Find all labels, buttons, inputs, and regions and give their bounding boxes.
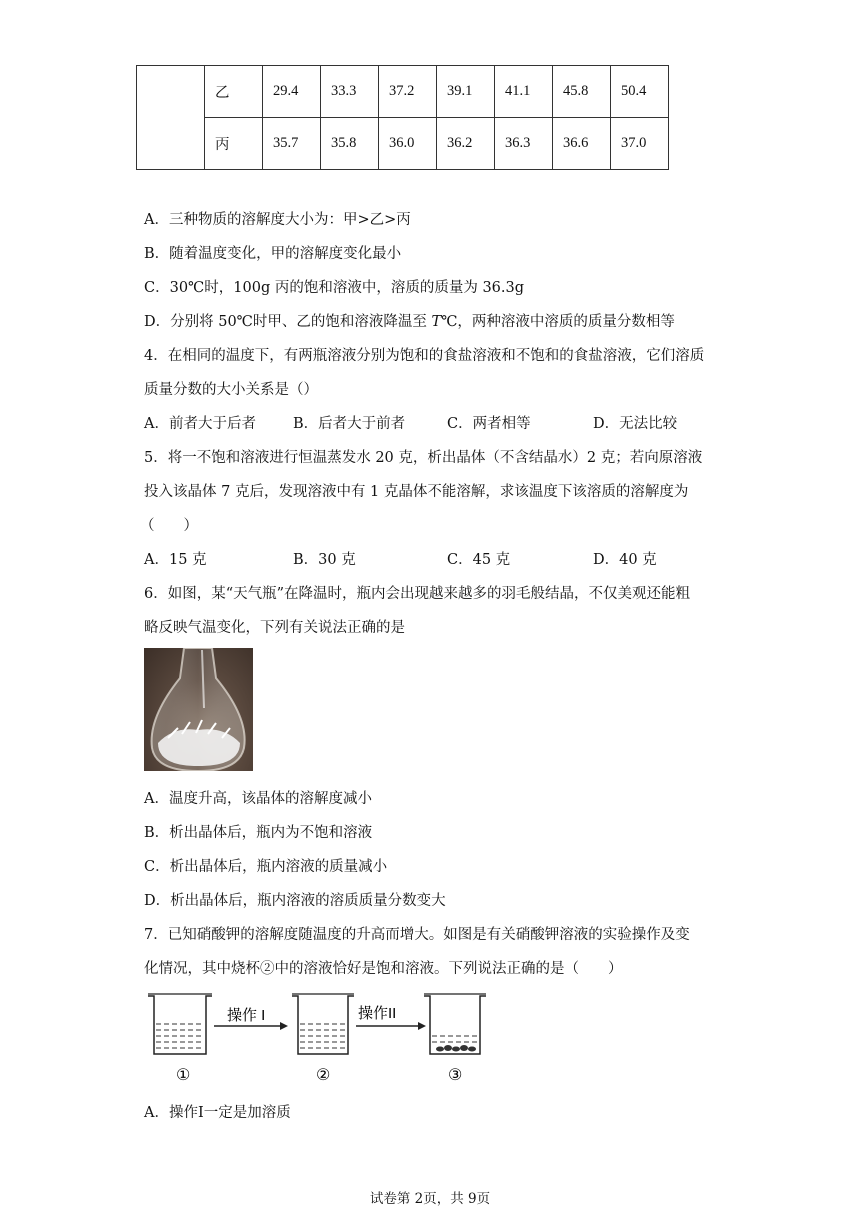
q3-option-c: C．30℃时，100g 丙的饱和溶液中，溶质的质量为 36.3g [144, 280, 525, 296]
crystal-deposit [436, 1045, 476, 1052]
table-cell: 35.7 [263, 118, 321, 170]
solubility-table [136, 65, 669, 170]
q4-stem-line2: 质量分数的大小关系是（） [144, 382, 318, 398]
weather-bottle-photo [144, 648, 253, 771]
table-row [137, 118, 669, 170]
weather-bottle-illustration [144, 648, 253, 771]
q4-option-a: A．前者大于后者 [144, 416, 256, 432]
table-cell: 33.3 [321, 66, 379, 118]
q6-option-b: B．析出晶体后，瓶内为不饱和溶液 [144, 825, 373, 841]
q5-stem-line1: 5．将一不饱和溶液进行恒温蒸发水 20 克，析出晶体（不含结晶水）2 克；若向原溶液 [144, 450, 703, 466]
page-footer: 试卷第 2页，共 9页 [369, 1191, 491, 1207]
operation-1-label: 操作 I [227, 1007, 266, 1024]
beaker-diagram [140, 988, 490, 1086]
table-cell: 36.0 [379, 118, 437, 170]
q5-option-a: A．15 克 [144, 552, 207, 568]
operation-2-label: 操作II [358, 1005, 397, 1022]
q3-option-b: B．随着温度变化，甲的溶解度变化最小 [144, 246, 402, 262]
q4-option-b: B．后者大于前者 [293, 416, 406, 432]
beaker-1-label: ① [176, 1065, 191, 1084]
beaker-2 [292, 994, 354, 1054]
q4-stem-line1: 4．在相同的温度下，有两瓶溶液分别为饱和的食盐溶液和不饱和的食盐溶液，它们溶质 [144, 348, 705, 364]
q6-stem-line2: 略反映气温变化，下列有关说法正确的是 [144, 620, 405, 636]
q5-stem-line3: （ ） [140, 518, 198, 534]
table-cell: 29.4 [263, 66, 321, 118]
q4-options [0, 412, 860, 434]
arrow-2 [356, 1022, 426, 1030]
beaker-3-label: ③ [448, 1065, 463, 1084]
q7-stem-line2: 化情况，其中烧杯②中的溶液恰好是饱和溶液。下列说法正确的是（ ） [144, 961, 623, 977]
table-cell: 35.8 [321, 118, 379, 170]
q3-option-a: A．三种物质的溶解度大小为：甲>乙>丙 [144, 212, 411, 228]
q3-option-d-pre: D．分别将 50℃时甲、乙的饱和溶液降温至 [144, 314, 432, 330]
table-cell: 41.1 [495, 66, 553, 118]
q5-option-d: D．40 克 [593, 552, 657, 568]
table-cell: 37.2 [379, 66, 437, 118]
table-cell: 37.0 [611, 118, 669, 170]
table-cell: 36.6 [553, 118, 611, 170]
q6-stem-line1: 6．如图，某“天气瓶”在降温时，瓶内会出现越来越多的羽毛般结晶，不仅美观还能粗 [144, 586, 691, 602]
q4-option-c: C．两者相等 [447, 416, 531, 432]
q7-stem-line1: 7．已知硝酸钾的溶解度随温度的升高而增大。如图是有关硝酸钾溶液的实验操作及变 [144, 927, 690, 943]
q6-option-d: D．析出晶体后，瓶内溶液的溶质质量分数变大 [144, 893, 446, 909]
table-cell: 36.3 [495, 118, 553, 170]
table-cell: 50.4 [611, 66, 669, 118]
table-empty-cell [137, 66, 205, 170]
q6-option-c: C．析出晶体后，瓶内溶液的质量减小 [144, 859, 388, 875]
q3-option-d [144, 310, 675, 331]
q3-option-d-post: ℃，两种溶液中溶质的质量分数相等 [441, 314, 675, 330]
beaker-2-label: ② [316, 1065, 331, 1084]
table-row [137, 66, 669, 118]
q5-option-c: C．45 克 [447, 552, 511, 568]
row-label: 丙 [205, 118, 263, 170]
q6-option-a: A．温度升高，该晶体的溶解度减小 [144, 791, 372, 807]
q7-option-a: A．操作I一定是加溶质 [144, 1105, 291, 1121]
row-label: 乙 [205, 66, 263, 118]
beaker-3 [424, 994, 486, 1054]
temperature-variable: T [431, 314, 442, 330]
q5-options [0, 548, 860, 570]
table-cell: 36.2 [437, 118, 495, 170]
table-cell: 45.8 [553, 66, 611, 118]
q4-option-d: D．无法比较 [593, 416, 678, 432]
q5-stem-line2: 投入该晶体 7 克后，发现溶液中有 1 克晶体不能溶解，求该温度下该溶质的溶解度为 [144, 484, 689, 500]
q5-option-b: B．30 克 [293, 552, 356, 568]
table-cell: 39.1 [437, 66, 495, 118]
beaker-1 [148, 994, 212, 1054]
